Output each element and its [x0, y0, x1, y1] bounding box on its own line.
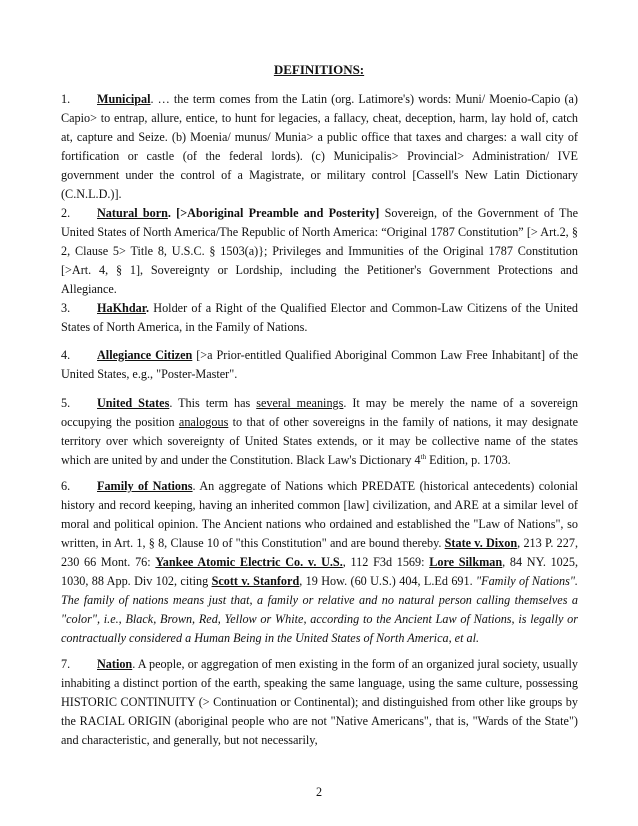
definition-number: 4. [61, 348, 71, 362]
definition-number: 1. [61, 92, 71, 106]
definition-nation [61, 655, 578, 750]
definition-term: United States [97, 396, 170, 410]
page-number: 2 [315, 785, 323, 799]
definition-underlined-phrase: several meanings [256, 396, 344, 410]
definition-text: Sovereign, of the Government of The United States of North America/The Republic of North America: “Original 1787 Constitution” [> Art.2, § 2, Clause 5> Title 8, U.S.C. § 1503(a)}; Privileges and Immunities of the Original 1787 Constitution [>Art. 4, § 1], Sovereignty or Lordship, including the Petitioner's Government Protections and Allegiance. [61, 206, 578, 296]
definition-allegiance-citizen [61, 346, 578, 384]
definition-number: 5. [61, 396, 71, 410]
definition-term: Natural born [97, 206, 168, 220]
definition-hakhdar [61, 299, 578, 337]
definition-municipal [61, 90, 578, 204]
case-citation: Yankee Atomic Electric Co. v. U.S. [155, 555, 343, 569]
definition-text: . … the term comes from the Latin (org. Latimore's) words: Muni/ Moenio-Capio (a) Capio> to entrap, allure, entice, to hunt for legacies, a fallacy, cheat, deception, harm, lay hold of, catch at, capture and Seize. (b) Moenia/ munus/ Munia> a public office that taxes and charges: a wall city of fortification or castle (of the federal lords). (c) Municipalis> Provincial> Administration/ IVE government under the control of a Magistrate, or military control [Cassell's New Latin Dictionary (C.N.L.D.)]. [61, 92, 578, 201]
definition-text: , 213 P. 227, 230 66 Mont. 76: [61, 536, 578, 569]
definition-number: 7. [61, 657, 71, 671]
definition-term: Nation [97, 657, 133, 671]
definition-united-states [61, 394, 578, 470]
definition-text: . A people, or aggregation of men existing in the form of an organized jural society, usually inhabiting a distinct portion of the earth, speaking the same language, using the same culture, possessing HISTORIC CONTINUITY (> Continuation or Continental); and distinguished from other like groups by the RACIAL ORIGIN (aboriginal people who are not "Native Americans", that is, "Wards of the State") and characteristic, and generally, but not necessarily, [61, 657, 578, 747]
superscript: th [420, 452, 427, 461]
definition-term: Family of Nations [97, 479, 193, 493]
definition-number: 2. [61, 206, 71, 220]
definition-number: 3. [61, 301, 71, 315]
definition-family-of-nations [61, 477, 578, 648]
definition-text: . This term has [169, 396, 257, 410]
definition-text: . It may be merely the name of a sovereign occupying the position [61, 396, 578, 429]
definition-text: , 19 How. (60 U.S.) 404, L.Ed 691. [299, 574, 477, 588]
definition-text: Edition, p. 1703. [426, 453, 511, 467]
definition-term-suffix: . [>Aboriginal Preamble and Posterity] [167, 206, 380, 220]
definition-number: 6. [61, 479, 71, 493]
case-citation: Lore Silkman [429, 555, 503, 569]
definition-term: HaKhdar [97, 301, 146, 315]
definition-text: , 112 F3d 1569: [342, 555, 430, 569]
definition-text: Holder of a Right of the Qualified Elector and Common-Law Citizens of the United States of North America, in the Family of Nations. [61, 301, 578, 334]
definition-text: [>a Prior-entitled Qualified Aboriginal Common Law Free Inhabitant] of the United States, e.g., "Poster-Master". [61, 348, 578, 381]
definition-term: Municipal [97, 92, 151, 106]
definition-term: Allegiance Citizen [97, 348, 193, 362]
definition-underlined-phrase: analogous [178, 415, 229, 429]
definition-italic-text: "Family of Nations". The family of nations means just that, a family or relative and no natural person calling themselves a "color", i.e., Black, Brown, Red, Yellow or White, according to the Ancient Law of Nations, is legally or contractually considered a Human Being in the United States of North America, et al. [61, 574, 578, 645]
page-title: DEFINITIONS: [273, 62, 365, 77]
definition-natural-born [61, 204, 578, 299]
case-citation: State v. Dixon [444, 536, 518, 550]
definition-text: , 84 NY. 1025, 1030, 88 App. Div 102, citing [61, 555, 579, 588]
definition-term-suffix: . [146, 301, 150, 315]
definition-text: to that of other sovereigns in the family of nations, it may designate territory over which sovereignty of United States extends, or it may be collective name of the states which are united by and under the Constitution. Black Law's Dictionary 4 [61, 415, 578, 467]
case-citation: Scott v. Stanford [211, 574, 300, 588]
definition-text: . An aggregate of Nations which PREDATE (historical antecedents) colonial history and record keeping, having an inherited common [law] civilization, and ARE at a similar level of moral and political opinion. The Ancient nations who ordained and established the "Law of Nations", so written, in Art. 1, § 8, Clause 10 of "this Constitution" and are bound thereby. [61, 479, 579, 550]
